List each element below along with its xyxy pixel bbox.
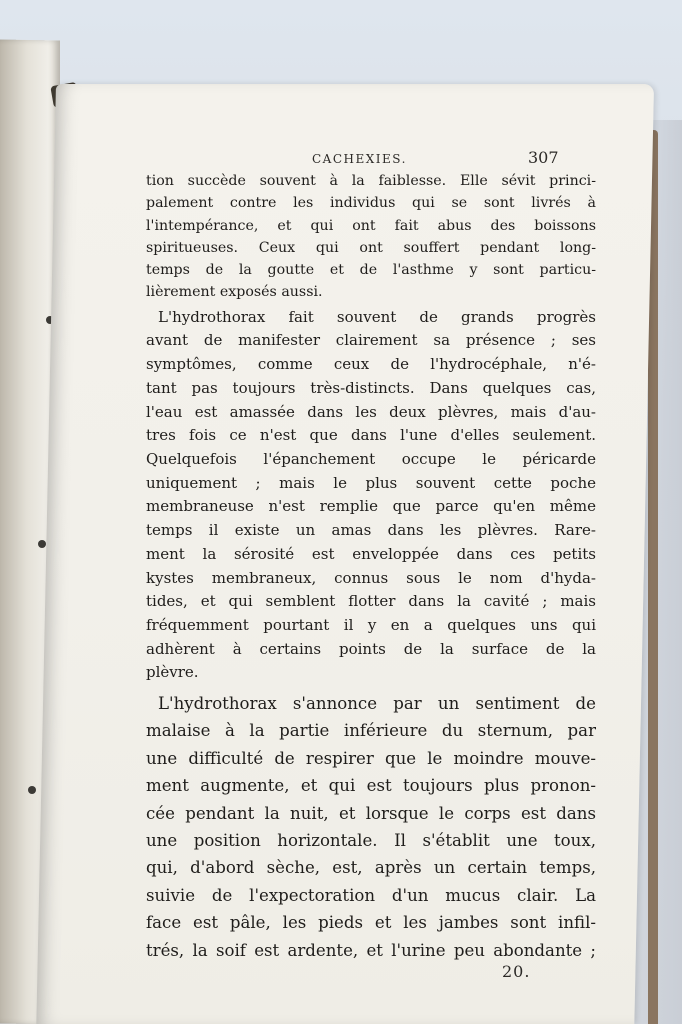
body-text: [146, 170, 596, 964]
paragraph: [146, 170, 596, 304]
paragraph: [146, 306, 596, 685]
text-line: suivie de l'expectoration d'un mucus clair. La: [146, 885, 596, 905]
text-line: adhèrent à certains points de la surface de la: [146, 639, 596, 658]
text-line: tres fois ce n'est que dans l'une d'elles seulement.: [146, 426, 596, 445]
text-line: trés, la soif est ardente, et l'urine peu abondante ;: [146, 940, 596, 960]
text-line: lièrement exposés aussi.: [146, 284, 323, 301]
binding-thread-mark: [28, 786, 36, 794]
text-line: ment la sérosité est enveloppée dans ces petits: [146, 544, 596, 563]
text-line: malaise à la partie inférieure du sternum, par: [146, 721, 596, 741]
text-line: temps il existe un amas dans les plèvres. Rare-: [146, 521, 596, 540]
page-number: 307: [528, 148, 559, 167]
text-line: avant de manifester clairement sa présence ; ses: [146, 331, 596, 350]
text-line: Quelquefois l'épanchement occupe le péricarde: [146, 450, 596, 468]
signature-mark: 20.: [502, 962, 531, 981]
paragraph: [146, 690, 596, 964]
text-line: L'hydrothorax s'annonce par un sentiment de: [158, 694, 596, 714]
text-line: tant pas toujours très-distincts. Dans quelques cas,: [146, 378, 596, 397]
text-line: tion succède souvent à la faiblesse. Elle sévit princi-: [146, 173, 596, 189]
text-line: temps de la goutte et de l'asthme y sont particu-: [146, 262, 596, 279]
text-line: cée pendant la nuit, et lorsque le corps est dans: [146, 803, 596, 823]
text-line: ment augmente, et qui est toujours plus pronon-: [146, 776, 596, 796]
text-line: une position horizontale. Il s'établit une toux,: [146, 831, 596, 851]
text-line: plèvre.: [146, 663, 199, 682]
text-line: fréquemment pourtant il y en a quelques uns qui: [146, 615, 596, 634]
text-line: une difficulté de respirer que le moindre mouve-: [146, 748, 596, 768]
text-line: symptômes, comme ceux de l'hydrocéphale, n'é-: [146, 355, 596, 374]
text-line: L'hydrothorax fait souvent de grands progrès: [158, 307, 596, 326]
page-header: [300, 148, 580, 172]
binding-thread-mark: [38, 540, 46, 548]
text-line: qui, d'abord sèche, est, après un certain temps,: [146, 858, 596, 878]
text-line: tides, et qui semblent flotter dans la cavité ; mais: [146, 592, 596, 611]
running-title: CACHEXIES.: [312, 152, 407, 166]
text-line: l'intempérance, et qui ont fait abus des boissons: [146, 217, 596, 234]
text-line: spiritueuses. Ceux qui ont souffert pendant long-: [146, 239, 596, 256]
text-line: palement contre les individus qui se sont livrés à: [146, 195, 596, 212]
text-line: uniquement ; mais le plus souvent cette poche: [146, 473, 596, 492]
text-line: face est pâle, les pieds et les jambes sont infil-: [146, 913, 596, 933]
text-line: l'eau est amassée dans les deux plèvres, mais d'au-: [146, 402, 596, 421]
text-line: membraneuse n'est remplie que parce qu'en même: [146, 497, 596, 516]
text-line: kystes membraneux, connus sous le nom d'hyda-: [146, 568, 596, 587]
